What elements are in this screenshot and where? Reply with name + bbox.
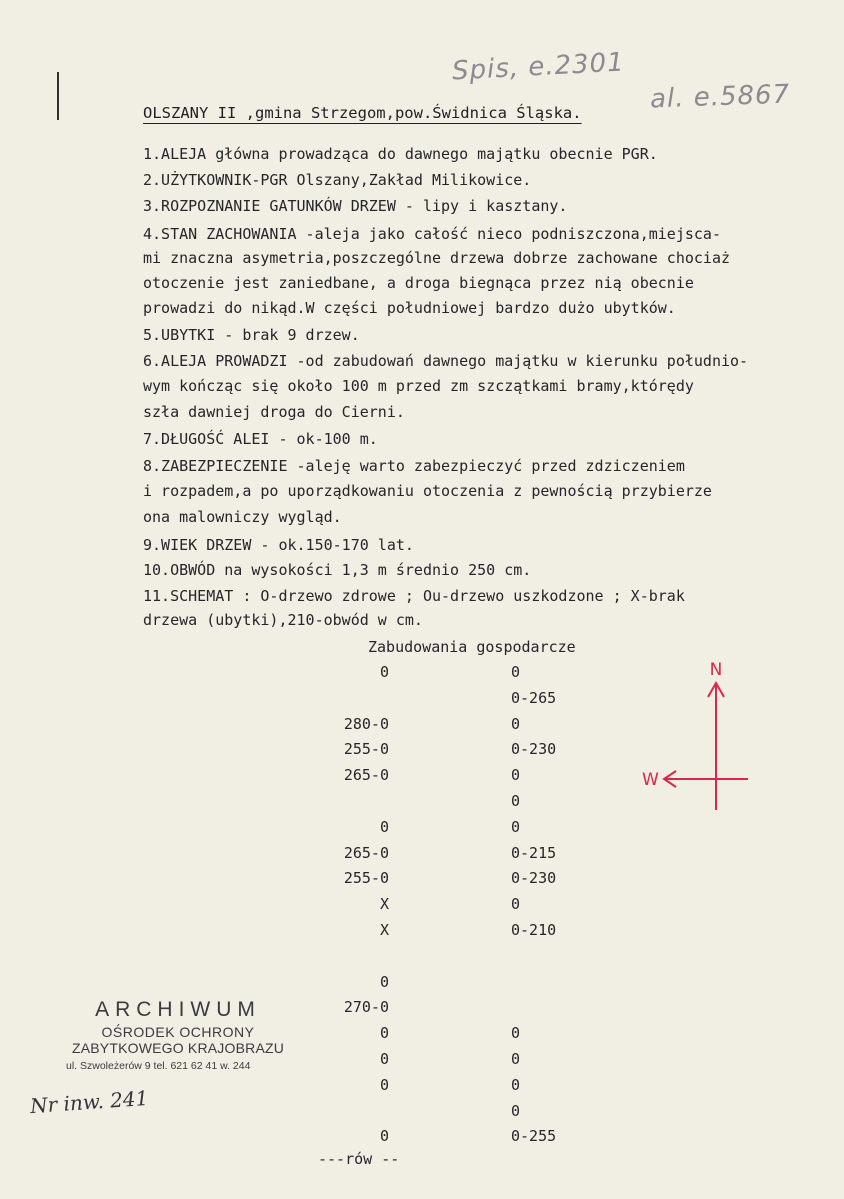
schema-right-tree: 0 <box>511 663 521 681</box>
schema-right-tree: 0 <box>511 1075 521 1094</box>
list-item: prowadzi do nikąd.W części południowej bardzo dużo ubytków. <box>143 299 676 317</box>
schema-left-tree: 265-0 <box>343 843 389 862</box>
stamp-archive-title: ARCHIWUM <box>95 998 261 1021</box>
list-item: 3.ROZPOZNANIE GATUNKÓW DRZEW - lipy i kasztany. <box>143 197 568 215</box>
list-item: 11.SCHEMAT : O-drzewo zdrowe ; Ou-drzewo uszkodzone ; X-brak <box>143 587 685 605</box>
archive-reference-spis: Spis, e.2301 <box>451 47 626 87</box>
schema-footer: ---rów -- <box>318 1150 400 1168</box>
schema-right-tree: 0-215 <box>511 843 557 862</box>
stamp-address: ul. Szwoleżerów 9 tel. 621 62 41 w. 244 <box>66 1060 251 1072</box>
list-item: 6.ALEJA PROWADZI -od zabudowań dawnego majątku w kierunku południo- <box>143 352 749 370</box>
list-item: mi znaczna asymetria,poszczególne drzewa dobrze zachowane chociaż <box>143 249 730 267</box>
list-item: 4.STAN ZACHOWANIA -aleja jako całość nieco podniszczona,miejsca- <box>143 225 721 243</box>
schema-left-tree: 270-0 <box>343 998 389 1017</box>
schema-left-tree: 255-0 <box>343 740 389 759</box>
schema-left-tree: 0 <box>379 1075 389 1094</box>
schema-left-tree: 0 <box>379 972 389 991</box>
schema-right-tree: 0-255 <box>511 1127 557 1146</box>
archive-stamp <box>58 998 298 1072</box>
schema-left-tree: X <box>379 895 389 914</box>
schema-right-tree: 0 <box>511 1024 521 1043</box>
schema-right-tree: 0 <box>511 817 521 836</box>
north-label: N <box>709 660 723 680</box>
schema-left-tree: 0 <box>379 1024 389 1043</box>
list-item: 1.ALEJA główna prowadząca do dawnego majątku obecnie PGR. <box>143 145 658 163</box>
list-item: otoczenie jest zaniedbane, a droga biegnąca przez nią obecnie <box>143 274 694 292</box>
stamp-office-subtitle: ZABYTKOWEGO KRAJOBRAZU <box>71 1040 285 1056</box>
list-item: 5.UBYTKI - brak 9 drzew. <box>143 326 360 344</box>
list-item: szła dawniej droga do Cierni. <box>143 403 405 421</box>
schema-left-tree: 0 <box>379 1050 389 1068</box>
schema-left-tree: 255-0 <box>343 869 389 888</box>
schema-left-tree: 0 <box>379 817 389 836</box>
list-item: i rozpadem,a po uporządkowaniu otoczenia z pewnością przybierze <box>143 482 712 500</box>
list-item: drzewa (ubytki),210-obwód w cm. <box>143 611 423 629</box>
schema-heading: Zabudowania gospodarcze <box>368 638 576 656</box>
list-item: wym kończąc się około 100 m przed zm szczątkami bramy,którędy <box>143 377 694 395</box>
schema-left-tree: 265-0 <box>343 766 389 785</box>
list-item: 8.ZABEZPIECZENIE -aleję warto zabezpieczyć przed zdziczeniem <box>143 457 685 475</box>
schema-right-tree: 0-230 <box>511 869 557 888</box>
schema-right-tree: 0-230 <box>511 740 557 759</box>
schema-right-tree: 0 <box>511 1101 521 1120</box>
west-label: W <box>642 770 659 790</box>
list-item: 10.OBWÓD na wysokości 1,3 m średnio 250 cm. <box>143 561 532 579</box>
compass-rose <box>640 655 760 815</box>
schema-right-tree: 0-265 <box>511 688 557 707</box>
schema-left-tree: X <box>379 921 389 939</box>
schema-right-tree: 0 <box>511 766 521 785</box>
list-item: 9.WIEK DRZEW - ok.150-170 lat. <box>143 536 414 554</box>
list-item: 7.DŁUGOŚĆ ALEI - ok-100 m. <box>143 430 378 448</box>
document-title: OLSZANY II ,gmina Strzegom,pow.Świdnica Śląska. <box>143 104 582 122</box>
schema-left-tree: 0 <box>379 1127 389 1146</box>
inventory-number: Nr inw. 241 <box>29 1085 150 1119</box>
schema-left-tree: 0 <box>379 663 389 681</box>
archive-reference-al: al. e.5867 <box>649 79 791 115</box>
list-item: 2.UŻYTKOWNIK-PGR Olszany,Zakład Milikowice. <box>143 171 532 189</box>
schema-right-tree: 0 <box>511 1050 521 1068</box>
schema-left-tree: 280-0 <box>343 714 389 733</box>
schema-right-tree: 0 <box>511 792 521 810</box>
schema-right-tree: 0 <box>511 895 521 914</box>
schema-right-tree: 0 <box>511 714 521 733</box>
stamp-office-name: OŚRODEK OCHRONY <box>101 1024 255 1040</box>
list-item: ona malowniczy wygląd. <box>143 508 342 526</box>
schema-right-tree: 0-210 <box>511 921 557 939</box>
